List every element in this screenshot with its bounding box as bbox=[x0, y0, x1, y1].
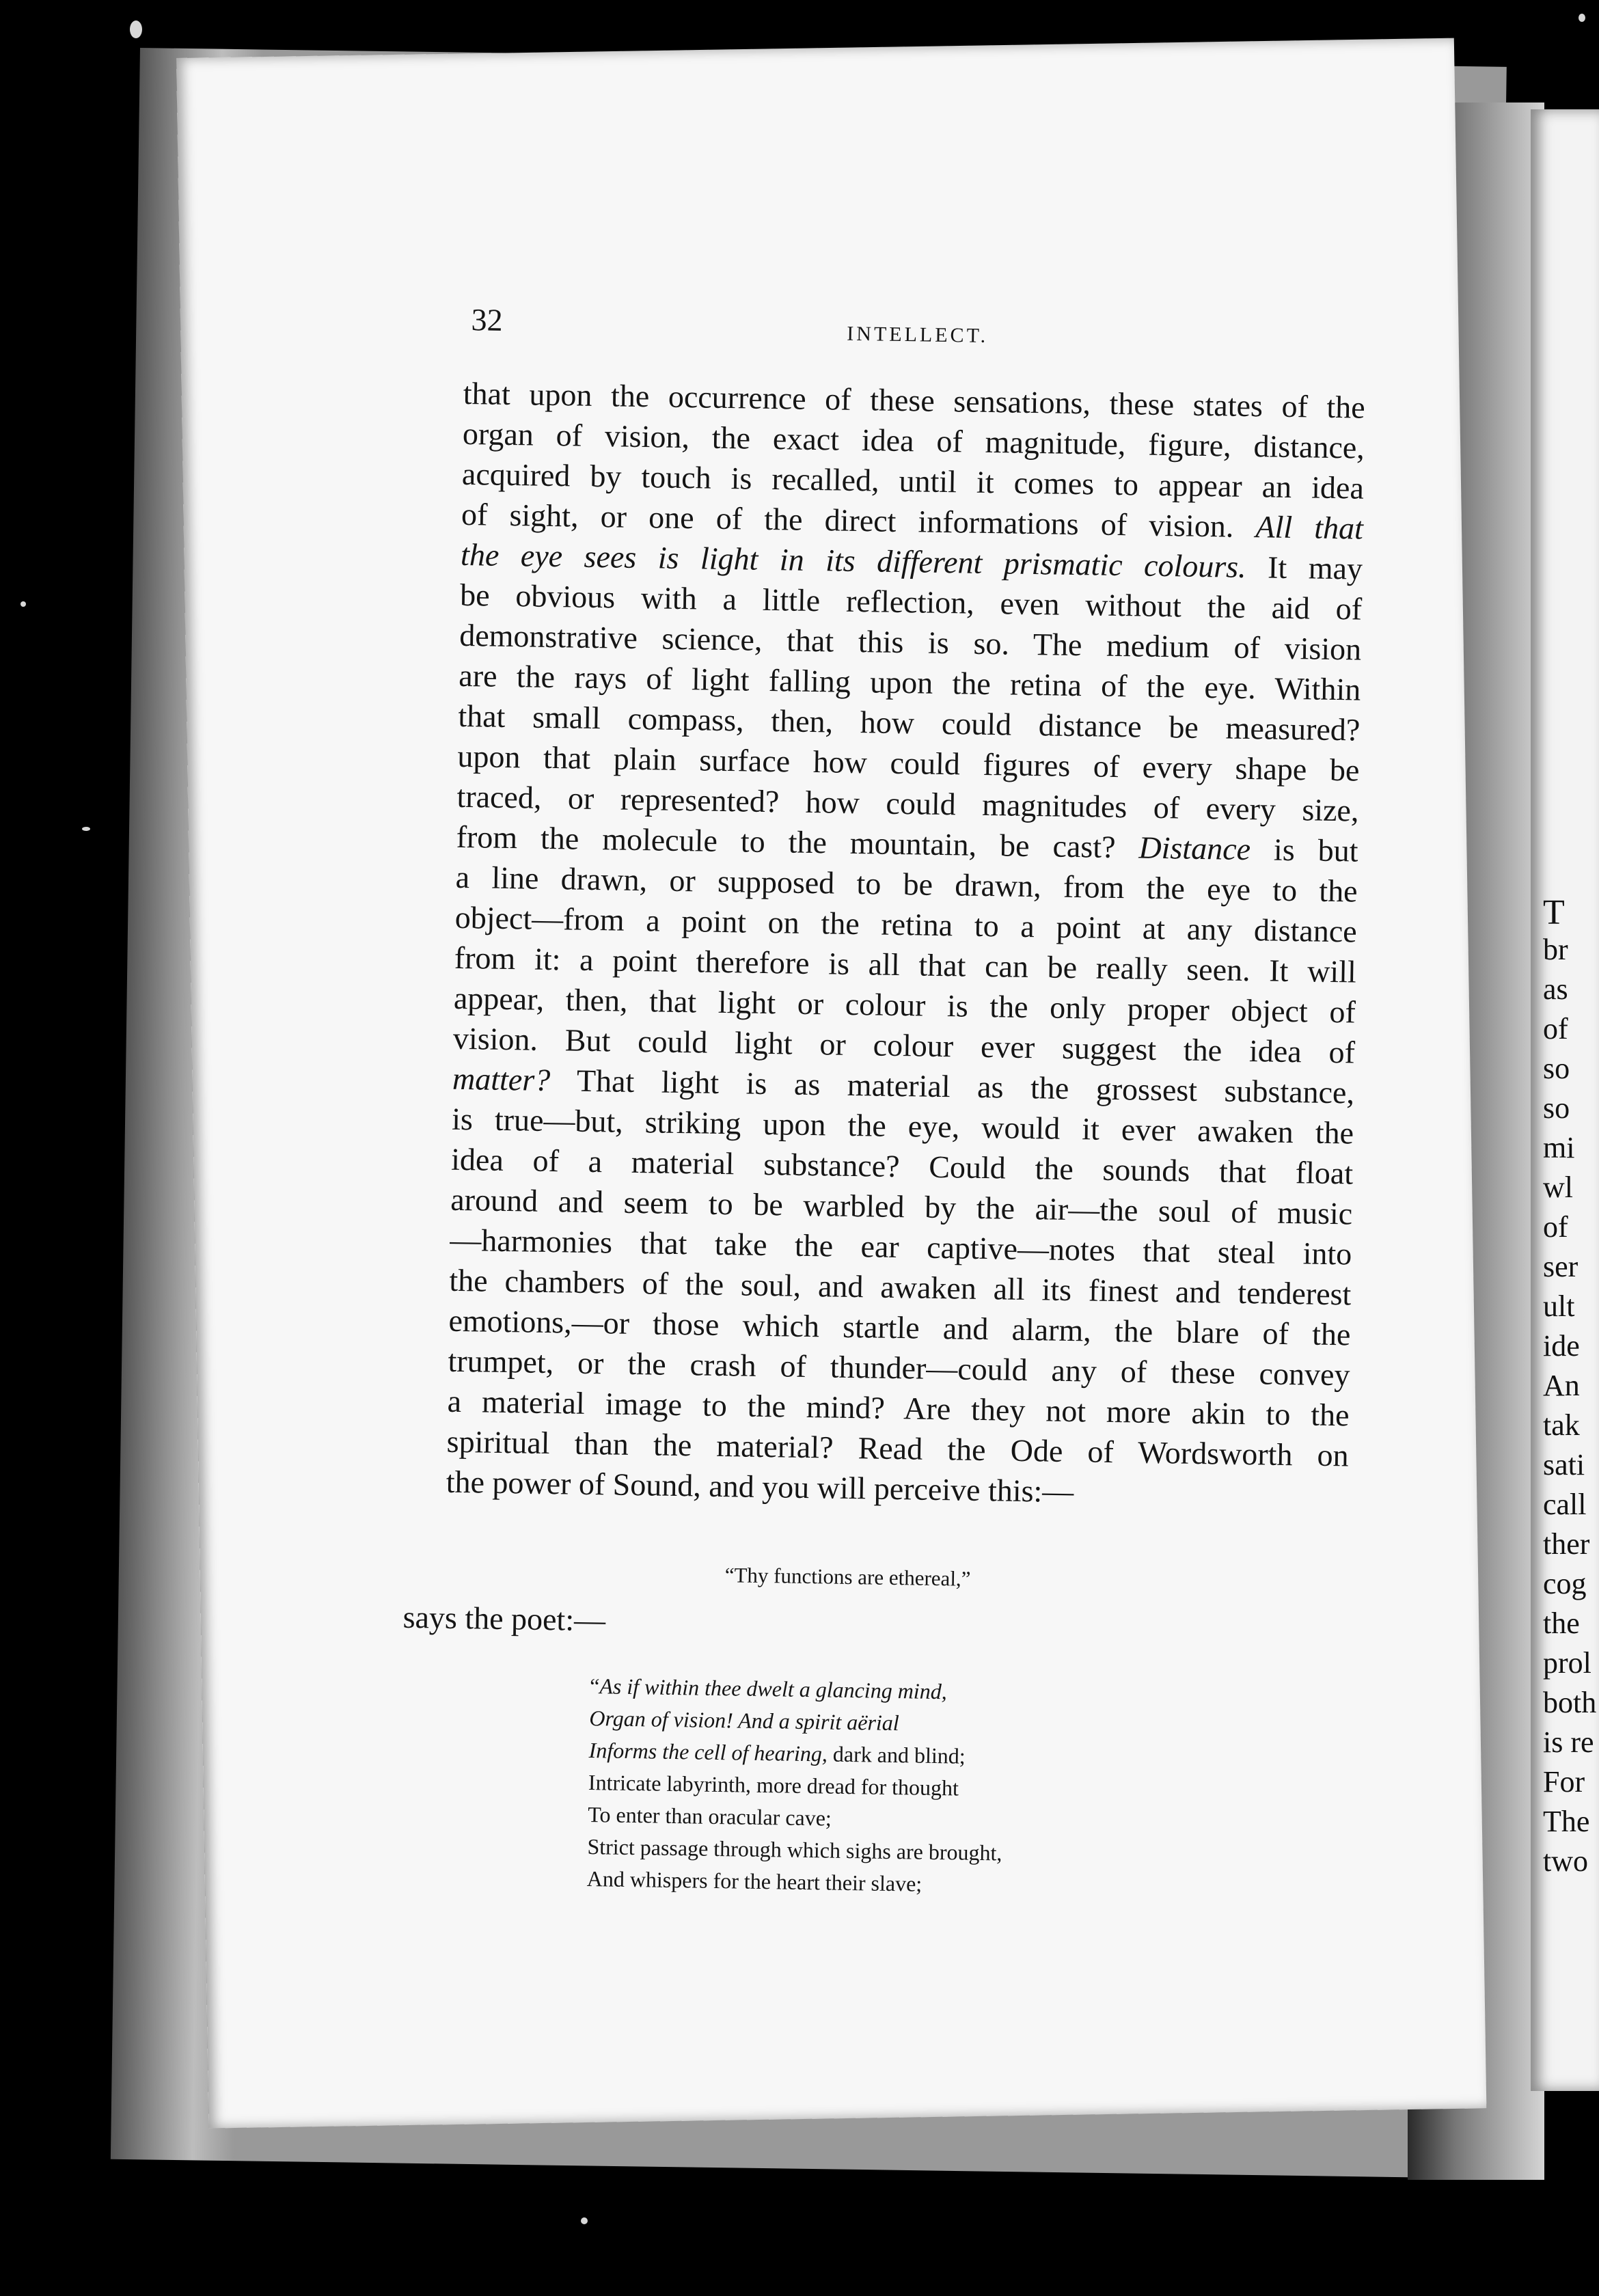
poem-line bbox=[586, 1863, 1002, 1902]
facing-page-fragment: ide bbox=[1543, 1329, 1580, 1363]
facing-page-fragment: ult bbox=[1543, 1289, 1575, 1323]
text-run: from it: a point therefore is all that can be really seen. It will bbox=[454, 940, 1357, 989]
facing-page-fragment: ther bbox=[1543, 1527, 1590, 1561]
text-run: dark and blind; bbox=[827, 1741, 966, 1768]
text-run: a material image to the mind? Are they not more akin to the bbox=[447, 1383, 1350, 1433]
italic-text: the eye sees is light in its different prismatic colours. bbox=[460, 536, 1247, 584]
text-run: is but bbox=[1250, 832, 1358, 869]
facing-page-fragment: of bbox=[1543, 1012, 1568, 1046]
text-run: To enter than oracular cave; bbox=[587, 1802, 832, 1831]
text-run: emotions,—or those which startle and alarm, the blare of the bbox=[448, 1302, 1351, 1352]
italic-text: All that bbox=[1255, 509, 1364, 546]
facing-page-fragment: An bbox=[1543, 1369, 1580, 1402]
text-run: object—from a point on the retina to a point at any distance bbox=[454, 899, 1358, 949]
facing-page-fragment: mi bbox=[1543, 1131, 1575, 1164]
italic-text: matter? bbox=[452, 1061, 551, 1098]
page-number: 32 bbox=[471, 302, 503, 338]
text-run: organ of vision, the exact idea of magnitude, figure, distance, bbox=[462, 415, 1365, 465]
facing-page-fragment: the bbox=[1543, 1607, 1580, 1640]
text-run: traced, or represented? how could magnitudes of every size, bbox=[456, 778, 1359, 828]
facing-page-fragment: call bbox=[1543, 1488, 1587, 1521]
facing-page-fragment: For bbox=[1543, 1765, 1585, 1799]
text-run: demonstrative science, that this is so. The medium of vision bbox=[459, 617, 1362, 667]
facing-page-fragment: wl bbox=[1543, 1171, 1573, 1204]
facing-page-fragment: both bbox=[1543, 1686, 1597, 1719]
text-run: the chambers of the soul, and awaken all its finest and tenderest bbox=[449, 1262, 1352, 1312]
italic-text: Organ of vision! And a spirit aërial bbox=[589, 1706, 900, 1736]
text-run: from the molecule to the mountain, be cast? bbox=[456, 819, 1139, 865]
facing-page-fragment: tak bbox=[1543, 1408, 1580, 1442]
text-run: vision. But could light or colour ever suggest the idea of bbox=[452, 1020, 1356, 1070]
film-speck bbox=[130, 20, 142, 38]
text-run: upon that plain surface how could figures of every shape be bbox=[457, 738, 1360, 788]
text-run: that upon the occurrence of these sensations, these states of the bbox=[463, 375, 1366, 425]
body-text bbox=[446, 373, 1365, 1516]
text-run: “ bbox=[589, 1673, 600, 1699]
text-run: that small compass, then, how could distance be measured? bbox=[458, 698, 1361, 748]
italic-text: Distance bbox=[1138, 830, 1251, 867]
facing-page-fragment: as bbox=[1543, 972, 1568, 1006]
facing-page-fragment: so bbox=[1543, 1052, 1570, 1085]
text-run: appear, then, that light or colour is the only proper object of bbox=[453, 980, 1356, 1030]
text-run: are the rays of light falling upon the retina of the eye. Within bbox=[458, 657, 1361, 707]
facing-page-fragment: is re bbox=[1543, 1725, 1594, 1759]
text-run: spiritual than the material? Read the Ode of Wordsworth on bbox=[446, 1423, 1350, 1473]
says-the-poet: says the poet:— bbox=[402, 1599, 606, 1638]
facing-page-fragment: T bbox=[1543, 893, 1565, 932]
facing-page-fragment: The bbox=[1543, 1805, 1590, 1838]
facing-page-fragment: prol bbox=[1543, 1646, 1591, 1680]
quotation: “Thy functions are ethereal,” bbox=[724, 1563, 971, 1591]
italic-text: As if within thee dwelt a glancing mind, bbox=[599, 1673, 948, 1704]
facing-page-fragment: sati bbox=[1543, 1448, 1585, 1481]
film-speck bbox=[82, 827, 90, 831]
film-speck bbox=[581, 2217, 588, 2224]
text-run: Intricate labyrinth, more dread for thought bbox=[588, 1770, 959, 1801]
facing-page-fragment: two bbox=[1543, 1844, 1588, 1878]
text-run: be obvious with a little reflection, even without the aid of bbox=[459, 577, 1363, 627]
facing-page-fragment: of bbox=[1543, 1210, 1568, 1244]
italic-text: Informs the cell of hearing, bbox=[588, 1738, 828, 1766]
text-run: And whispers for the heart their slave; bbox=[586, 1866, 922, 1896]
running-head: INTELLECT. bbox=[847, 322, 989, 347]
text-run: trumpet, or the crash of thunder—could any of these convey bbox=[448, 1343, 1350, 1393]
facing-page bbox=[1531, 109, 1599, 2091]
text-run: of sight, or one of the direct informations of vision. bbox=[461, 496, 1256, 545]
text-run: It may bbox=[1246, 549, 1363, 586]
film-speck bbox=[1578, 14, 1585, 22]
text-run: around and seem to be warbled by the air—the soul of music bbox=[450, 1181, 1353, 1231]
facing-page-fragment: cog bbox=[1543, 1567, 1587, 1600]
text-run: —harmonies that take the ear captive—notes that steal into bbox=[450, 1222, 1352, 1272]
film-speck bbox=[20, 601, 26, 607]
text-run: That light is as material as the grossest substance, bbox=[549, 1063, 1355, 1110]
text-run: a line drawn, or supposed to be drawn, from the eye to the bbox=[455, 859, 1358, 909]
text-run: Strict passage through which sighs are brought, bbox=[587, 1834, 1002, 1866]
facing-page-fragment: ser bbox=[1543, 1250, 1578, 1283]
text-run: the power of Sound, and you will perceive this:— bbox=[446, 1464, 1074, 1509]
facing-page-fragment: br bbox=[1543, 933, 1568, 966]
text-run: acquired by touch is recalled, until it comes to appear an idea bbox=[461, 456, 1365, 506]
poem-extract bbox=[586, 1670, 1004, 1901]
text-run: is true—but, striking upon the eye, would it ever awaken the bbox=[451, 1101, 1354, 1151]
text-run: idea of a material substance? Could the sounds that float bbox=[450, 1141, 1354, 1191]
facing-page-fragment: so bbox=[1543, 1091, 1570, 1125]
